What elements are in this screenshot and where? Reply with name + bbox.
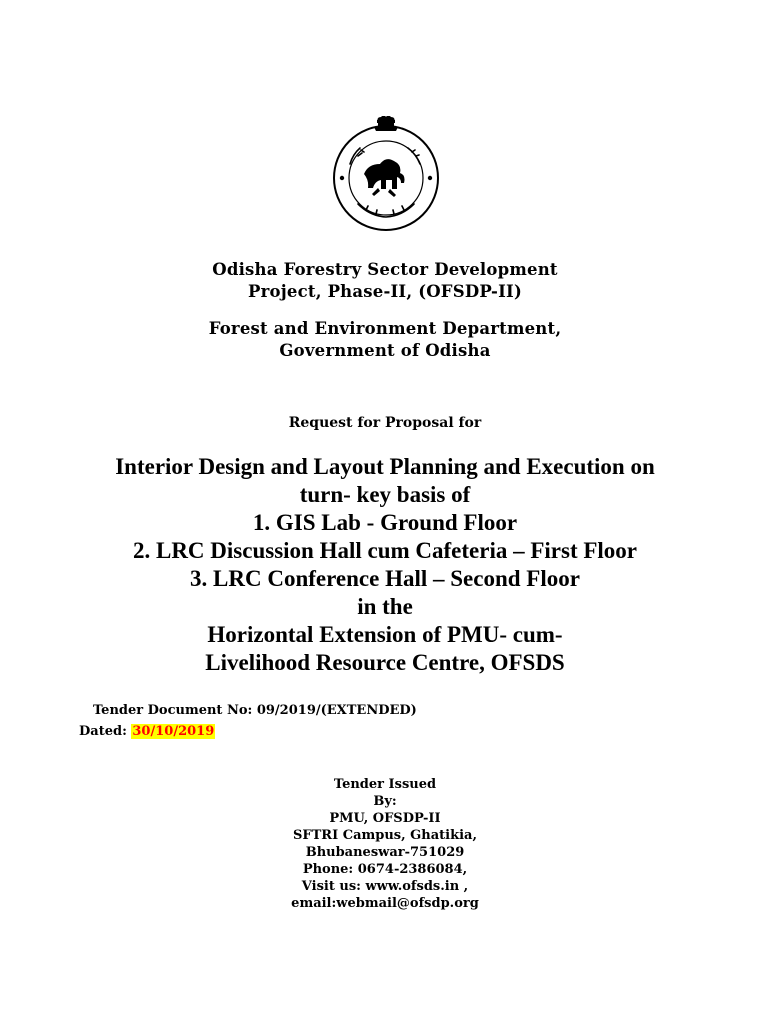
rfp-title-line: turn- key basis of <box>299 482 471 507</box>
tender-dated-value: 30/10/2019 <box>132 724 215 739</box>
department-block <box>0 318 770 362</box>
issuer-line: PMU, OFSDP-II <box>329 811 441 826</box>
issuer-line: By: <box>373 794 397 809</box>
rfp-title-line: 1. GIS Lab - Ground Floor <box>252 510 518 535</box>
tender-info <box>79 700 417 742</box>
tender-document-number: 09/2019/(EXTENDED) <box>256 703 417 718</box>
tender-document-label: Tender Document No: <box>93 703 257 718</box>
project-line-2: Project, Phase-II, (OFSDP-II) <box>248 282 522 301</box>
department-line-2: Government of Odisha <box>279 341 491 360</box>
rfp-title-line: 2. LRC Discussion Hall cum Cafeteria – First Floor <box>132 538 638 563</box>
issuer-line: email:webmail@ofsdp.org <box>291 896 479 911</box>
tender-dated-label: Dated: <box>79 724 132 739</box>
rfp-title-line: 3. LRC Conference Hall – Second Floor <box>190 566 580 591</box>
project-line-1: Odisha Forestry Sector Development <box>212 260 558 279</box>
tender-dated-line <box>79 721 417 742</box>
rfp-title-line: Interior Design and Layout Planning and Execution on <box>115 454 655 479</box>
odisha-emblem-seal <box>328 116 444 234</box>
issuer-line: Bhubaneswar-751029 <box>305 845 465 860</box>
issuer-line: Tender Issued <box>333 777 437 792</box>
rfp-title-line: in the <box>357 594 413 619</box>
rfp-intro: Request for Proposal for <box>288 415 482 431</box>
rfp-title-line: Livelihood Resource Centre, OFSDS <box>205 650 565 675</box>
issuer-line: Phone: 0674-2386084, <box>302 862 468 877</box>
elephant-icon <box>364 159 405 197</box>
issuer-line: SFTRI Campus, Ghatikia, <box>293 828 477 843</box>
issuer-block <box>0 776 770 912</box>
rfp-title <box>0 453 770 677</box>
department-line-1: Forest and Environment Department, <box>208 319 562 338</box>
tender-document-line <box>93 700 417 721</box>
rfp-title-line: Horizontal Extension of PMU- cum- <box>207 622 563 647</box>
project-title-block <box>0 259 770 303</box>
issuer-line: Visit us: www.ofsds.in , <box>301 879 469 894</box>
lion-capital-icon <box>374 116 398 131</box>
